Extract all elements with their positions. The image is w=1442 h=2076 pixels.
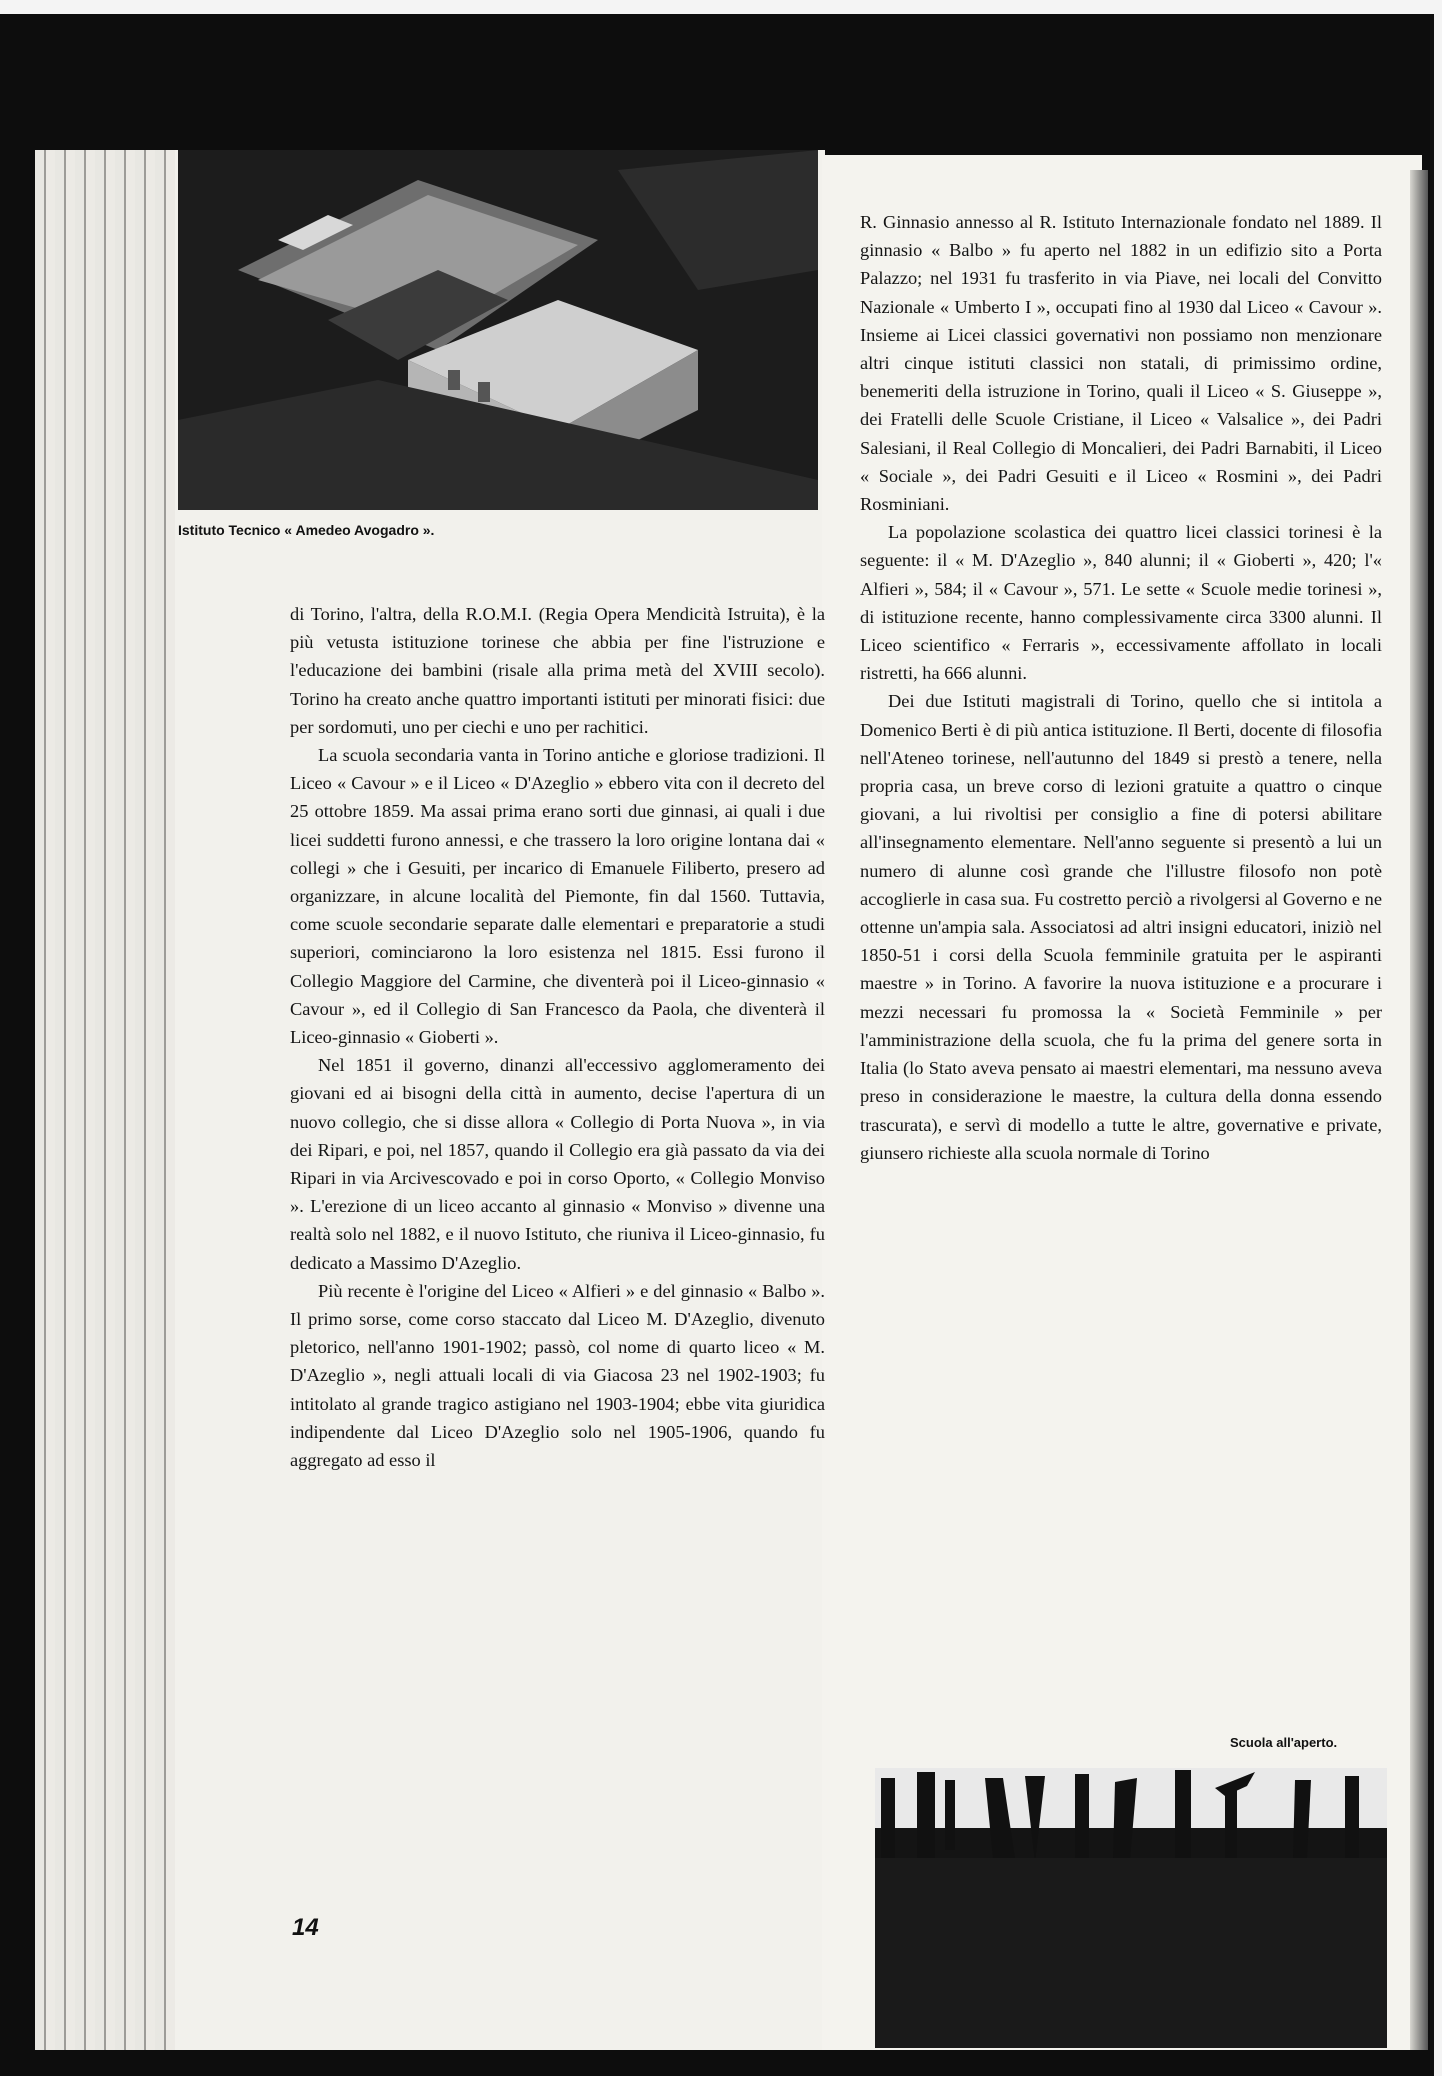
page-stack-edges [35,150,175,2050]
outdoor-photo-drawing [875,1768,1387,2048]
photo-caption-top: Istituto Tecnico « Amedeo Avogadro ». [178,522,435,538]
photo-caption-bottom: Scuola all'aperto. [1230,1735,1338,1750]
paragraph: Più recente è l'origine del Liceo « Alfieri » e del ginnasio « Balbo ». Il primo sorse, come corso staccato dal Liceo M. D'Azeglio, divenuto pletorico, nell'anno 1901-1902; passò, col nome di quarto liceo « M. D'Azeglio », negli attuali locali di via Giacosa 23 nel 1902-1903; fu intitolato al grande tragico astigiano nel 1903-1904; ebbe vita giuridica indipendente dal Liceo D'Azeglio solo nel 1905-1906, quando fu aggregato ad esso il [290,1280,825,1471]
building-aerial-photo [178,150,818,510]
paragraph: Dei due Istituti magistrali di Torino, quello che si intitola a Domenico Berti è di più antica istituzione. Il Berti, docente di filosofia nell'Ateneo torinese, nell'autunno del 1849 si prestò a tenere, nella propria casa, un breve corso di lezioni gratuite a quattro o cinque giovani, a lui rivoltisi per consiglio a fine di potersi abilitare all'insegnamento elementare. Nell'anno seguente si presentò a lui un numero di alunne così grande che l'illustre filosofo non potè accoglierle in casa sua. Fu costretto perciò a rivolgersi al Governo e ne ottenne un'ampia sala. Associatosi ad altri insigni educatori, iniziò nel 1850-51 i corsi della Scuola femminile gratuita per le aspiranti maestre » in Torino. A favorire la nuova istituzione e a procurare i mezzi necessari fu promossa la « Società Femminile » per l'amministrazione della scuola, che fu la prima del genere sorta in Italia (lo Stato aveva pensato ai maestri elementari, ma nessuno aveva preso in considerazione le maestre, la cultura della donna essendo trascurata), e servì di modello a tutte le altre, governative e private, giunsero richieste alla scuola normale di Torino [860,691,1382,1163]
right-text-column [860,208,1382,1167]
paragraph: R. Ginnasio annesso al R. Istituto Internazionale fondato nel 1889. Il ginnasio « Balbo » fu aperto nel 1882 in un edifizio sito a Porta Palazzo; nel 1931 fu trasferito in via Piave, nei locali del Convitto Nazionale « Umberto I », occupati fino al 1930 dal Liceo « Cavour ». Insieme ai Licei classici governativi non possiamo non menzionare altri cinque istituti classici non statali, di primissimo ordine, benemeriti della istruzione in Torino, quali il Liceo « S. Giuseppe », dei Fratelli delle Scuole Cristiane, il Liceo « Valsalice », dei Padri Salesiani, il Real Collegio di Moncalieri, dei Padri Barnabiti, il Liceo « Sociale », dei Padri Gesuiti e il Liceo « Rosmini », dei Padri Rosminiani. [860,212,1382,515]
paragraph: Nel 1851 il governo, dinanzi all'eccessivo agglomeramento dei giovani ed ai bisogni della città in aumento, decise l'apertura di un nuovo collegio, che si disse allora « Collegio di Porta Nuova », in via dei Ripari, e poi, nel 1857, quando il Collegio era già passato da via dei Ripari in via Arcivescovado e poi in corso Oporto, « Collegio Monviso ». L'erezione di un liceo accanto al ginnasio « Monviso » divenne una realtà solo nel 1882, e il nuovo Istituto, che riuniva il Liceo-ginnasio, fu dedicato a Massimo D'Azeglio. [290,1055,825,1273]
paragraph: La scuola secondaria vanta in Torino antiche e gloriose tradizioni. Il Liceo « Cavour » e il Liceo « D'Azeglio » ebbero vita con il decreto del 25 ottobre 1859. Ma assai prima erano sorti due ginnasi, ai quali i due licei suddetti furono annessi, e che trassero la loro origine lontana dai « collegi » che i Gesuiti, per incarico di Emanuele Filiberto, presero ad organizzare, in alcune località del Piemonte, fin dal 1560. Tuttavia, come scuole secondarie separate dalle elementari e preparatorie a studi superiori, cominciarono la loro esistenza nel 1815. Essi furono il Collegio Maggiore del Carmine, che diventerà poi il Liceo-ginnasio « Cavour », ed il Collegio di San Francesco da Paola, che diventerà il Liceo-ginnasio « Gioberti ». [290,745,825,1048]
page-number: 14 [292,1914,319,1941]
left-text-column [290,600,825,1474]
aerial-photo-drawing [178,150,818,510]
scan-top-border [0,0,1442,14]
scan-right-border [1434,0,1442,2076]
paragraph: di Torino, l'altra, della R.O.M.I. (Regia Opera Mendicità Istruita), è la più vetusta istituzione torinese che abbia per fine l'istruzione e l'educazione dei bambini (risale alla prima metà del XVIII secolo). Torino ha creato anche quattro importanti istituti per minorati fisici: due per sordomuti, uno per ciechi e uno per rachitici. [290,604,825,737]
outdoor-school-photo [875,1768,1387,2048]
paragraph: La popolazione scolastica dei quattro licei classici torinesi è la seguente: il « M. D'Azeglio », 840 alunni; il « Gioberti », 420; l'« Alfieri », 584; il « Cavour », 571. Le sette « Scuole medie torinesi », di istituzione recente, hanno complessivamente circa 3300 alunni. Il Liceo scientifico « Ferraris », eccessivamente affollato in locali ristretti, ha 666 alunni. [860,522,1382,684]
right-page-edge-shadow [1410,170,1428,2050]
